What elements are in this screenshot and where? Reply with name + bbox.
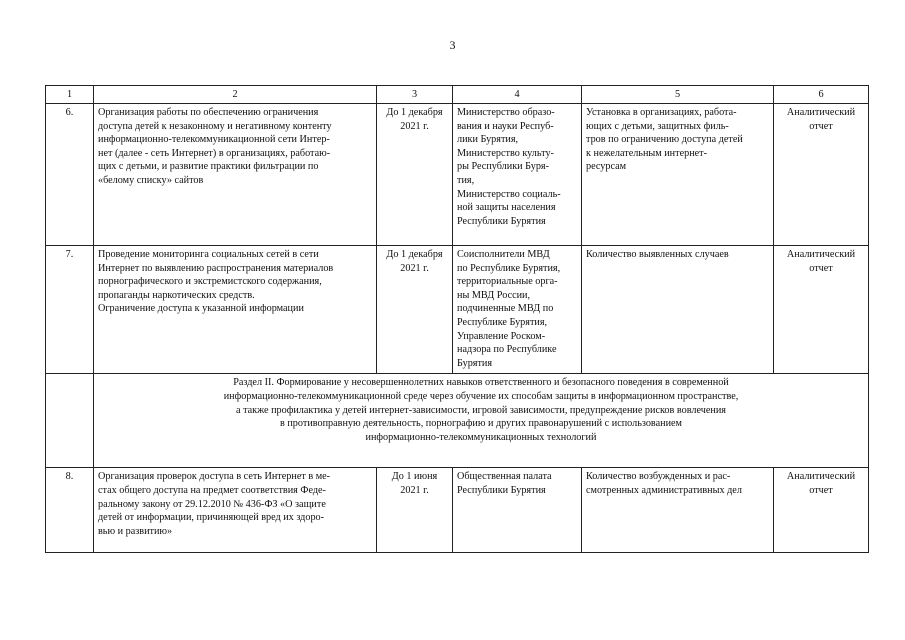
column-header: 4 bbox=[453, 86, 582, 104]
measures-table bbox=[45, 85, 869, 553]
column-header: 2 bbox=[94, 86, 377, 104]
section-heading: Раздел II. Формирование у несовершеннолетних навыков ответственного и безопасного поведения в современной информационно-телекоммуникационной среде через обучение их способам защиты в информационном пространстве, а также профилактика у детей интернет-зависимости, игровой зависимости, предупреждение рисков вовлечения в противоправную деятельность, порнографию и других правонарушений с использованием информационно-телекоммуникационных технологий bbox=[94, 374, 869, 468]
table-header-row bbox=[46, 86, 869, 104]
deadline-cell: До 1 декабря 2021 г. bbox=[377, 104, 453, 246]
indicator-cell: Установка в организациях, работа- ющих с детьми, защитных филь- тров по ограничению доступа детей к нежелательным интернет- ресурсам bbox=[582, 104, 774, 246]
measure-cell: Организация проверок доступа в сеть Интернет в ме- стах общего доступа на предмет соответствия Феде- ральному закону от 29.12.2010 № 436-ФЗ «О защите детей от информации, причиняющей вред их здоро- вью и развитию» bbox=[94, 468, 377, 553]
measure-cell: Организация работы по обеспечению ограничения доступа детей к незаконному и негативному контенту информационно-телекоммуникационной сети Интер- нет (далее - сеть Интернет) в организациях, работаю- щих с детьми, и развитие практики фильтрации по «белому списку» сайтов bbox=[94, 104, 377, 246]
indicator-cell: Количество возбужденных и рас- смотренных административных дел bbox=[582, 468, 774, 553]
section-row bbox=[46, 374, 869, 468]
report-cell: Аналитический отчет bbox=[774, 104, 869, 246]
column-header: 5 bbox=[582, 86, 774, 104]
report-cell: Аналитический отчет bbox=[774, 246, 869, 374]
executors-cell: Общественная палата Республики Бурятия bbox=[453, 468, 582, 553]
report-cell: Аналитический отчет bbox=[774, 468, 869, 553]
table-row bbox=[46, 468, 869, 553]
row-number: 8. bbox=[46, 468, 94, 553]
table-row bbox=[46, 104, 869, 246]
column-header: 1 bbox=[46, 86, 94, 104]
section-spacer-cell bbox=[46, 374, 94, 468]
row-number: 6. bbox=[46, 104, 94, 246]
page-number: 3 bbox=[449, 38, 456, 52]
table-row bbox=[46, 246, 869, 374]
indicator-cell: Количество выявленных случаев bbox=[582, 246, 774, 374]
executors-cell: Министерство образо- вания и науки Респуб- лики Бурятия, Министерство культу- ры Республики Буря- тия, Министерство социаль- ной защиты населения Республики Бурятия bbox=[453, 104, 582, 246]
column-header: 6 bbox=[774, 86, 869, 104]
deadline-cell: До 1 декабря 2021 г. bbox=[377, 246, 453, 374]
column-header: 3 bbox=[377, 86, 453, 104]
executors-cell: Соисполнители МВД по Республике Бурятия, территориальные орга- ны МВД России, подчиненные МВД по Республике Бурятия, Управление Роском- надзора по Республике Бурятия bbox=[453, 246, 582, 374]
row-number: 7. bbox=[46, 246, 94, 374]
deadline-cell: До 1 июня 2021 г. bbox=[377, 468, 453, 553]
measure-cell: Проведение мониторинга социальных сетей в сети Интернет по выявлению распространения материалов порнографического и экстремистского содержания, пропаганды наркотических средств. Ограничение доступа к указанной информации bbox=[94, 246, 377, 374]
